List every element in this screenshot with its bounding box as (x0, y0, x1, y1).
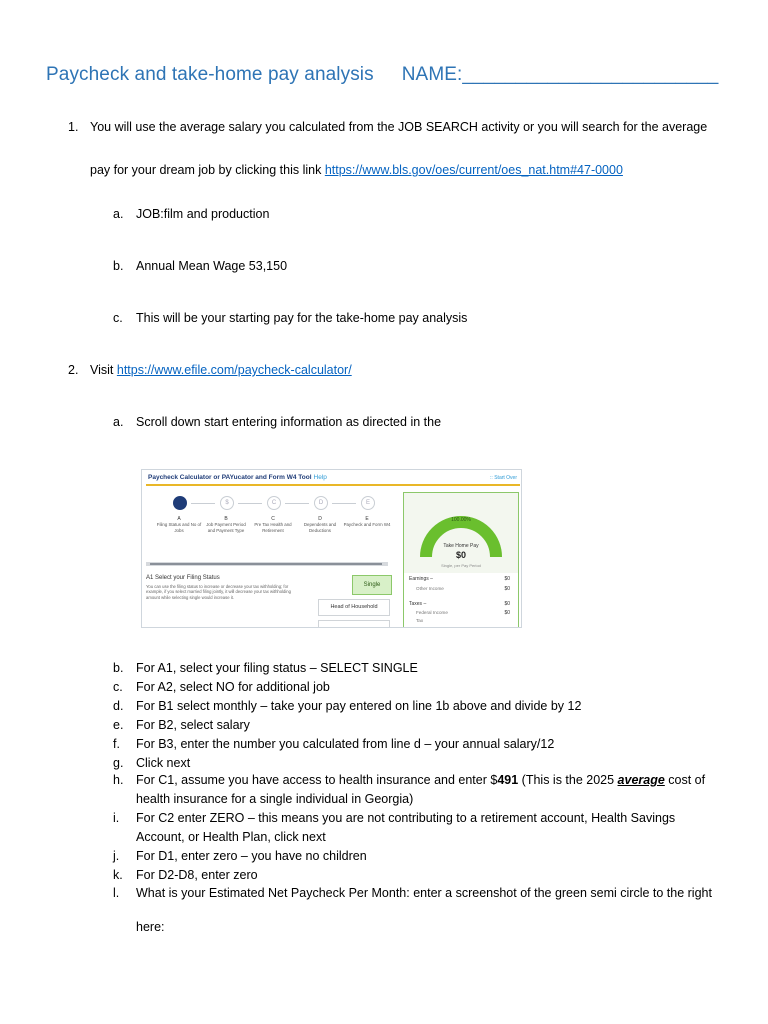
taxes-value: $0 (504, 601, 510, 607)
q1c-text: This will be your starting pay for the take-home pay analysis (136, 311, 468, 325)
name-field[interactable]: NAME:________________________ (401, 64, 719, 85)
step-b-text: Job Payment Period and Payment Type (206, 522, 246, 533)
q1b-text: Annual Mean Wage 53,150 (136, 259, 288, 273)
take-home-subtitle: Single, per Pay Period (441, 563, 481, 568)
filing-option-button (318, 620, 390, 628)
calculator-title (148, 474, 327, 481)
item-number: g. (113, 756, 124, 770)
item-text: Click next (136, 756, 191, 770)
item-j-number: j. (113, 849, 120, 863)
item-number: d. (113, 699, 124, 713)
step-c-letter: C (271, 516, 275, 522)
q1-number: 1. (68, 120, 79, 134)
gauge-percent: 100.00% (451, 517, 471, 523)
filing-status-title: A1 Select your Filing Status (146, 575, 220, 581)
calculator-title-text: Paycheck Calculator or PAYucator and Form W4 Tool (148, 474, 312, 481)
scrollbar-thumb (150, 563, 382, 565)
step-a-letter: A (177, 516, 181, 522)
tax-label: Tax (416, 618, 424, 623)
step-connector (191, 503, 215, 504)
page-title (46, 64, 718, 86)
item-k-number: k. (113, 868, 123, 882)
item-text: For A2, select NO for additional job (136, 680, 330, 694)
step-a-icon (173, 496, 187, 510)
step-d-letter: D (318, 516, 322, 522)
other-income-label: Other Income (416, 586, 444, 591)
federal-income-value: $0 (504, 610, 510, 616)
item-h-p1: For C1, assume you have access to health insurance and enter $ (136, 773, 498, 787)
step-connector (285, 503, 309, 504)
other-income-value: $0 (504, 586, 510, 592)
single-button: Single (352, 575, 392, 595)
step-d-label (296, 516, 344, 534)
item-l-line2: here: (136, 920, 165, 934)
q2a-text: Scroll down start entering information as directed in the (136, 415, 442, 429)
step-b-label (202, 516, 250, 534)
item-l-line1: What is your Estimated Net Paycheck Per Month: enter a screenshot of the green semi circle to the right (136, 886, 712, 900)
item-text: For B1 select monthly – take your pay entered on line 1b above and divide by 12 (136, 699, 582, 713)
q1b-number: b. (113, 259, 124, 273)
item-h-line1 (136, 773, 705, 787)
q1a-number: a. (113, 207, 124, 221)
item-number: c. (113, 680, 123, 694)
gauge-area (404, 493, 518, 573)
step-connector (238, 503, 262, 504)
average-emphasis: average (617, 773, 665, 787)
q1-line1: You will use the average salary you calculated from the JOB SEARCH activity or you will search for the average (90, 120, 708, 134)
item-number: f. (113, 737, 120, 751)
item-number: e. (113, 718, 124, 732)
item-number: b. (113, 661, 124, 675)
q1a-text: JOB:film and production (136, 207, 270, 221)
take-home-panel (403, 492, 519, 628)
item-i-line2: Account, or Health Plan, click next (136, 830, 326, 844)
item-h-p3: cost of (664, 773, 706, 787)
document-title: Paycheck and take-home pay analysis (46, 64, 374, 85)
earnings-label: Earnings – (409, 576, 433, 582)
step-a-label (155, 516, 203, 534)
step-c-icon: C (267, 496, 281, 510)
bls-link[interactable]: https://www.bls.gov/oes/current/oes_nat.htm#47-0000 (324, 163, 623, 177)
efile-link[interactable]: https://www.efile.com/paycheck-calculator/ (116, 363, 352, 377)
step-c-label (249, 516, 297, 534)
take-home-label: Take Home Pay (443, 543, 479, 549)
item-i-number: i. (113, 811, 120, 825)
item-h-number: h. (113, 773, 124, 787)
step-e-letter: E (365, 516, 369, 522)
federal-income-label: Federal Income (416, 610, 448, 615)
earnings-value: $0 (504, 576, 510, 582)
header-divider (146, 484, 520, 486)
item-h-line2: health insurance for a single individual in Georgia) (136, 792, 414, 806)
item-l-number: l. (113, 886, 120, 900)
step-c-text: Pre Tax Health and Retirement (254, 522, 292, 533)
item-i-line1: For C2 enter ZERO – this means you are not contributing to a retirement account, Health Savings (136, 811, 676, 825)
item-text: For B3, enter the number you calculated from line d – your annual salary/12 (136, 737, 555, 751)
item-text: For B2, select salary (136, 718, 250, 732)
item-j-text: For D1, enter zero – you have no children (136, 849, 367, 863)
step-d-icon: D (314, 496, 328, 510)
step-a-text: Filing Status and No of Jobs (156, 522, 202, 533)
step-e-label (343, 516, 391, 528)
steps-scrollbar (146, 562, 388, 566)
step-b-letter: B (224, 516, 228, 522)
q1-line2-text: pay for your dream job by clicking this link (90, 163, 325, 177)
step-connector (332, 503, 356, 504)
taxes-label: Taxes – (409, 601, 427, 607)
take-home-value: $0 (455, 550, 466, 560)
q2-prefix: Visit (90, 363, 117, 377)
q1c-number: c. (113, 311, 123, 325)
item-k-text: For D2-D8, enter zero (136, 868, 258, 882)
step-d-text: Dependents and Deductions (303, 522, 337, 533)
filing-status-description: You can use the filing status to increase or decrease your tax withholding; for example, if you select married filing jointly, it will decrease your tax withholding amount while selecting single would increase it. (146, 584, 291, 600)
head-of-household-button: Head of Household (318, 599, 390, 616)
calculator-screenshot (141, 469, 522, 628)
insurance-amount: 491 (497, 773, 519, 787)
step-e-text: Paycheck and Form W4 (343, 522, 391, 527)
help-link: Help (313, 474, 327, 481)
q1-line2 (90, 163, 623, 177)
q2a-number: a. (113, 415, 124, 429)
item-text: For A1, select your filing status – SELECT SINGLE (136, 661, 418, 675)
start-over-link: :: Start Over (490, 475, 517, 481)
step-e-icon: E (361, 496, 375, 510)
step-b-icon: $ (220, 496, 234, 510)
q2-line (90, 363, 352, 377)
q2-number: 2. (68, 363, 79, 377)
item-h-p2: (This is the 2025 (518, 773, 618, 787)
